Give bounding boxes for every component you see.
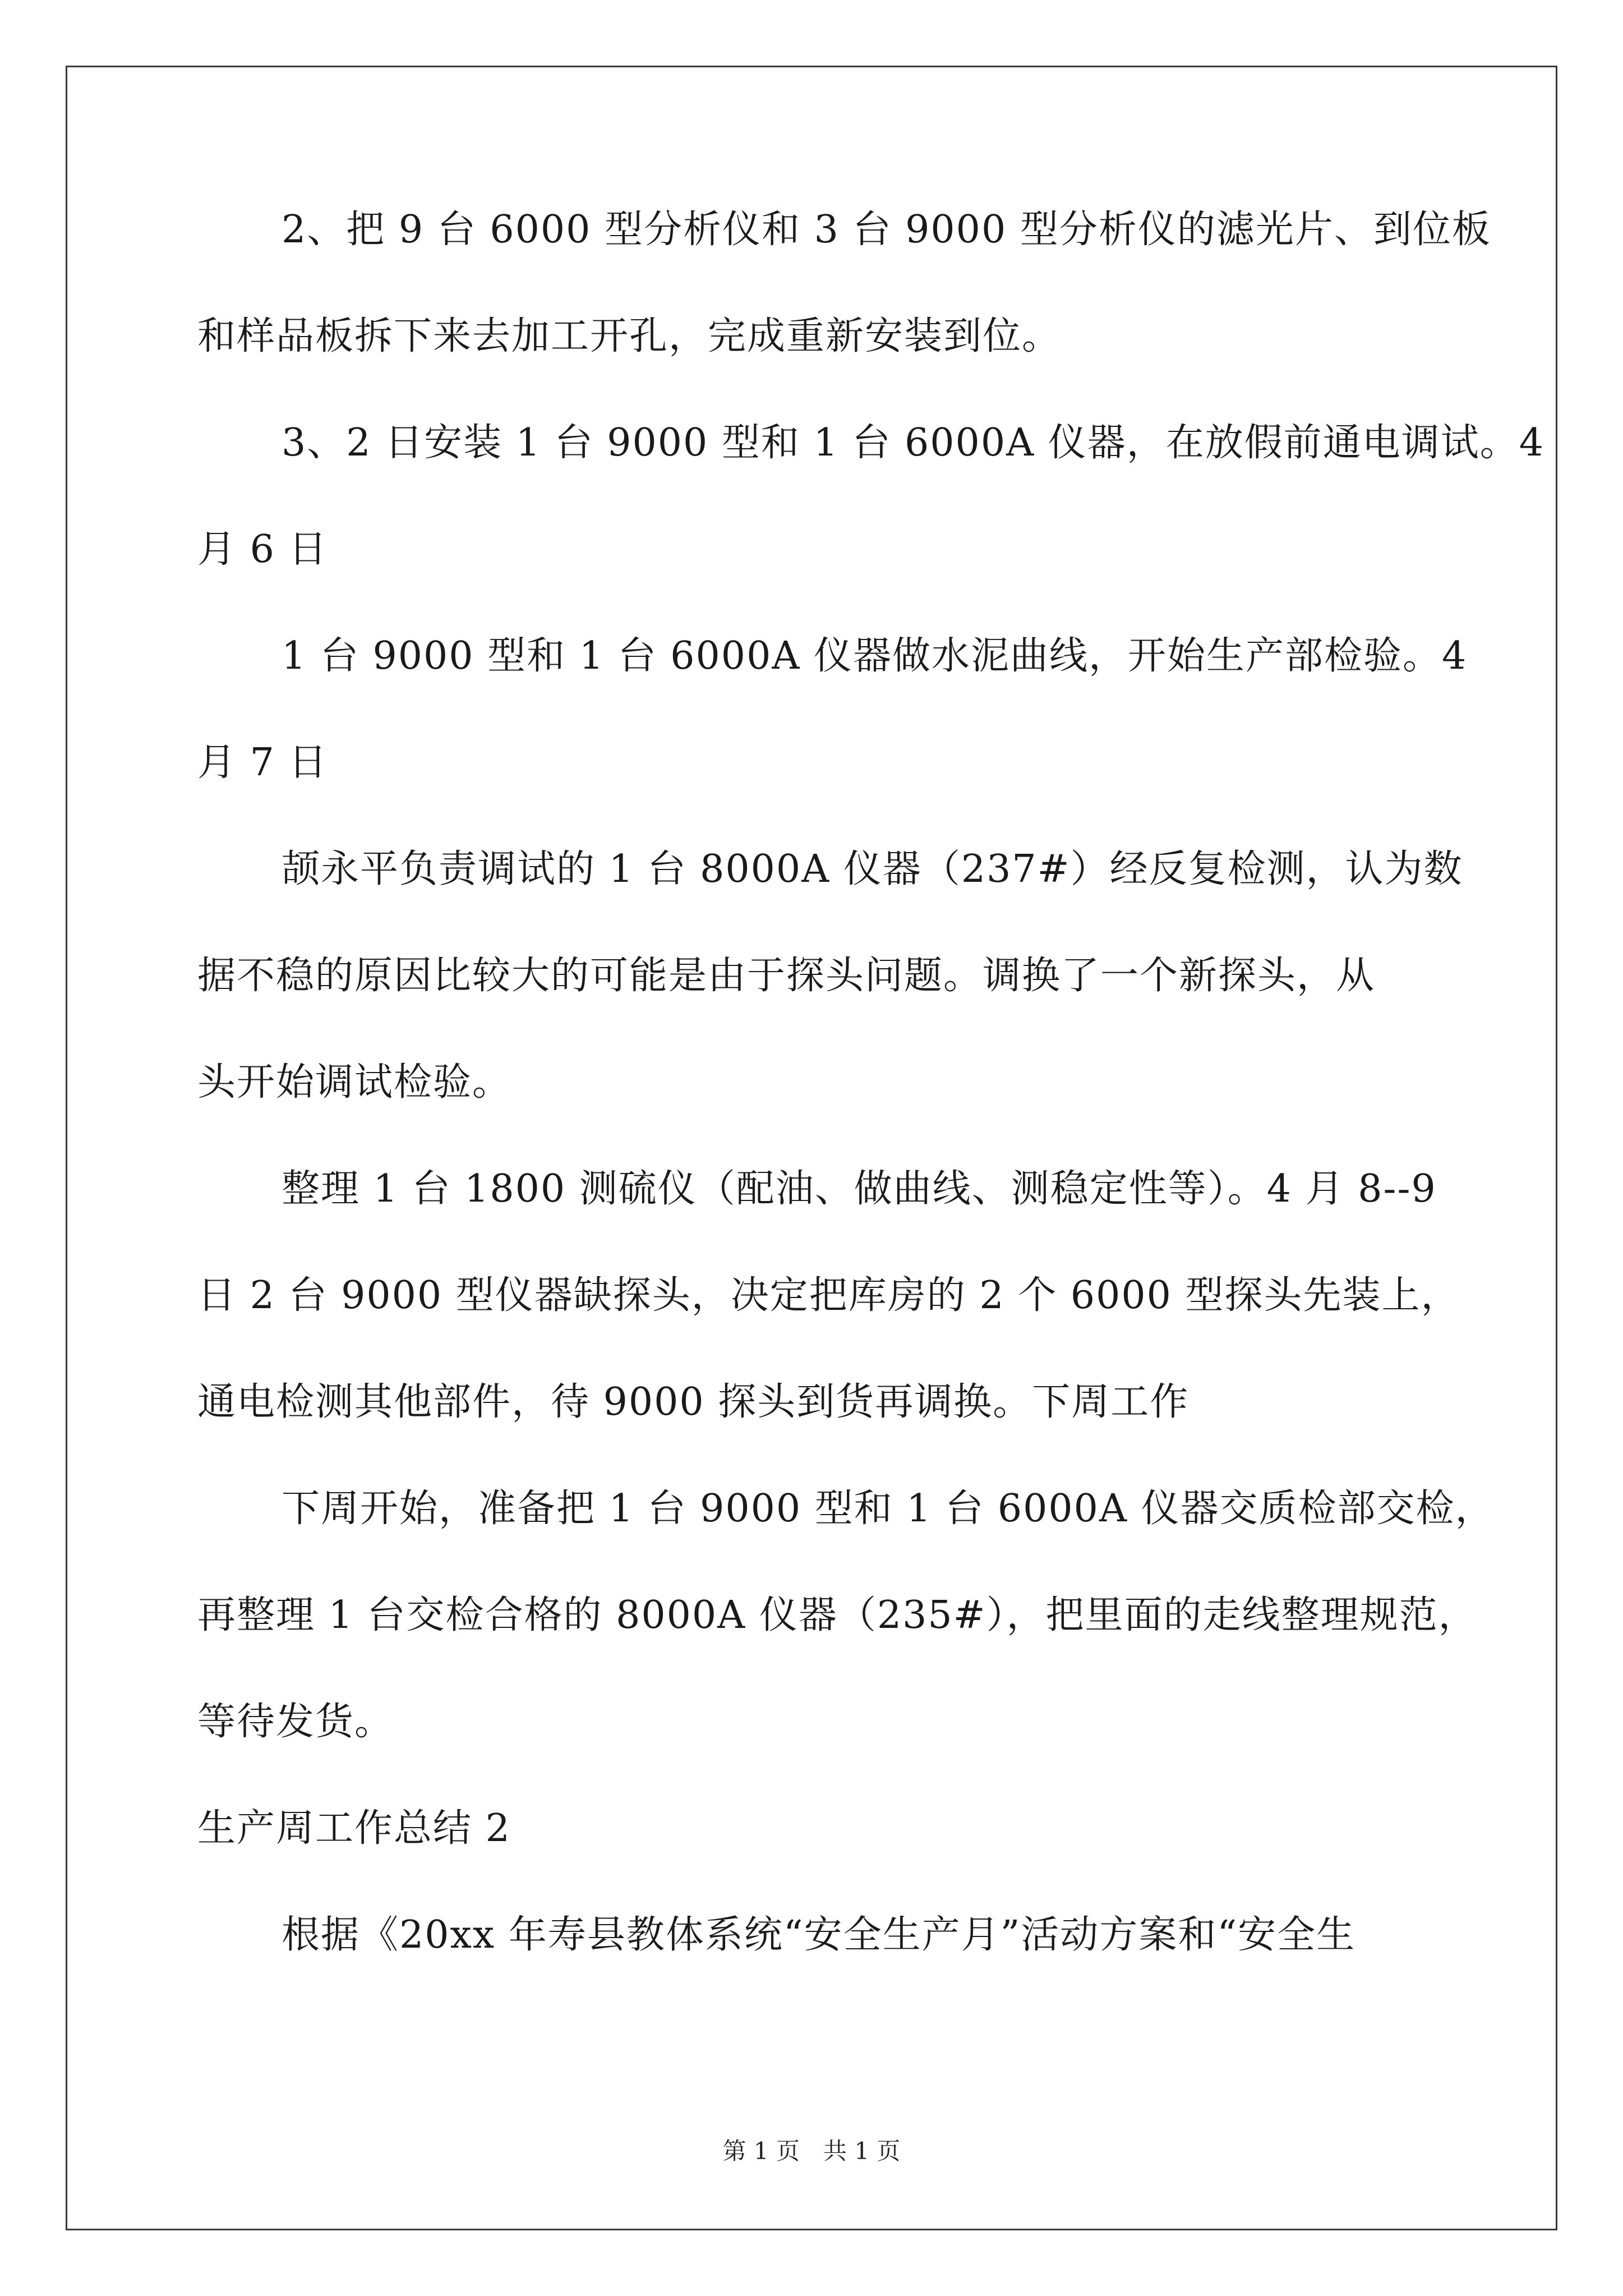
text-line: 据不稳的原因比较大的可能是由于探头问题。调换了一个新探头，从 bbox=[197, 954, 1376, 998]
text-line: 根据《20xx 年寿县教体系统“安全生产月”活动方案和“安全生 bbox=[282, 1913, 1356, 1957]
text-line: 颉永平负责调试的 1 台 8000A 仪器（237#）经反复检测，认为数 bbox=[282, 847, 1463, 891]
text-line: 头开始调试检验。 bbox=[197, 1060, 512, 1105]
text-line: 3、2 日安装 1 台 9000 型和 1 台 6000A 仪器，在放假前通电调试。4 bbox=[282, 421, 1545, 465]
text-line: 月 6 日 bbox=[197, 527, 328, 572]
page-number: 第 1 页 共 1 页 bbox=[722, 2137, 901, 2165]
text-line: 2、把 9 台 6000 型分析仪和 3 台 9000 型分析仪的滤光片、到位板 bbox=[282, 208, 1491, 252]
section-heading: 生产周工作总结 2 bbox=[197, 1806, 511, 1851]
text-line: 1 台 9000 型和 1 台 6000A 仪器做水泥曲线，开始生产部检验。4 bbox=[282, 634, 1468, 678]
text-line: 通电检测其他部件，待 9000 探头到货再调换。下周工作 bbox=[197, 1380, 1189, 1424]
page-border bbox=[66, 66, 1557, 2230]
text-line: 再整理 1 台交检合格的 8000A 仪器（235#），把里面的走线整理规范， bbox=[197, 1593, 1478, 1637]
text-line: 下周开始，准备把 1 台 9000 型和 1 台 6000A 仪器交质检部交检， bbox=[282, 1487, 1495, 1531]
text-line: 和样品板拆下来去加工开孔，完成重新安装到位。 bbox=[197, 314, 1062, 358]
text-line: 日 2 台 9000 型仪器缺探头，决定把库房的 2 个 6000 型探头先装上， bbox=[197, 1273, 1460, 1318]
text-line: 等待发货。 bbox=[197, 1700, 394, 1744]
text-line: 整理 1 台 1800 测硫仪（配油、做曲线、测稳定性等）。4 月 8--9 bbox=[282, 1167, 1437, 1211]
text-line: 月 7 日 bbox=[197, 740, 328, 785]
